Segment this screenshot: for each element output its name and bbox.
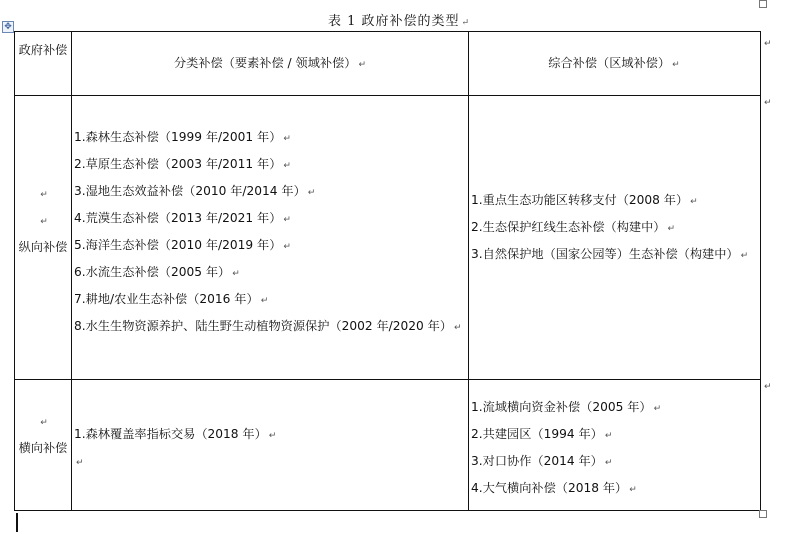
table-resize-handle[interactable] (759, 510, 767, 518)
paragraph-mark: ↵ (672, 60, 680, 70)
table-column-rule (71, 31, 72, 511)
list-item: 4.大气横向补偿（2018 年） ↵ (471, 481, 637, 495)
row-end-mark: ↵ (764, 98, 772, 108)
table-rule (14, 95, 761, 96)
header-cell-categorical[interactable] (72, 51, 468, 78)
paragraph-mark: ↵ (40, 190, 48, 200)
list-item: 2.共建园区（1994 年） ↵ (471, 427, 613, 441)
paragraph-mark: ↵ (40, 418, 48, 428)
row-label-horizontal[interactable] (16, 409, 70, 460)
table-column-rule (468, 31, 469, 511)
cell-horizontal-integrated[interactable] (471, 395, 757, 503)
corner-mark (759, 0, 767, 8)
list-item: 1.流域横向资金补偿（2005 年） ↵ (471, 400, 662, 414)
list-item: 7.耕地/农业生态补偿（2016 年） ↵ (74, 292, 269, 306)
row-label-vertical[interactable] (16, 181, 70, 259)
list-item: 8.水生生物资源养护、陆生野生动植物资源保护（2002 年/2020 年） ↵ (74, 319, 462, 333)
list-item: 3.湿地生态效益补偿（2010 年/2014 年） ↵ (74, 184, 316, 198)
caption-text: 表 1 政府补偿的类型 (327, 14, 460, 29)
cell-vertical-categorical[interactable] (74, 125, 464, 341)
list-item: 4.荒漠生态补偿（2013 年/2021 年） ↵ (74, 211, 291, 225)
list-item: 5.海洋生态补偿（2010 年/2019 年） ↵ (74, 238, 291, 252)
list-item: ↵ (76, 458, 84, 468)
header-cell-government-compensation[interactable] (16, 38, 70, 62)
table-border-top (14, 31, 761, 32)
list-item: 1.重点生态功能区转移支付（2008 年） ↵ (471, 193, 698, 207)
table-border-left (14, 31, 15, 511)
header-text: 综合补偿（区域补偿） (548, 56, 671, 70)
row-end-mark: ↵ (764, 382, 772, 392)
header-text: 政府补偿 (18, 43, 68, 57)
list-item: 2.生态保护红线生态补偿（构建中） ↵ (471, 220, 675, 234)
list-item: 3.自然保护地（国家公园等）生态补偿（构建中） ↵ (471, 247, 749, 261)
list-item: 1.森林覆盖率指标交易（2018 年） ↵ (74, 427, 277, 441)
row-label-text: 纵向补偿 (18, 240, 68, 254)
table-move-handle-icon[interactable]: ✥ (2, 21, 14, 33)
header-text: 分类补偿（要素补偿 / 领域补偿） (173, 56, 357, 70)
paragraph-mark: ↵ (358, 60, 367, 70)
text-cursor (16, 513, 18, 532)
cell-vertical-integrated[interactable] (471, 188, 757, 269)
header-cell-integrated[interactable] (469, 51, 759, 78)
list-item: 2.草原生态补偿（2003 年/2011 年） ↵ (74, 157, 291, 171)
list-item: 3.对口协作（2014 年） ↵ (471, 454, 613, 468)
cell-horizontal-categorical[interactable] (74, 422, 464, 476)
table-border-right (760, 31, 761, 511)
table-caption (0, 10, 798, 29)
paragraph-mark: ↵ (40, 217, 48, 227)
paragraph-mark: ↵ (461, 18, 471, 28)
row-end-mark: ↵ (764, 39, 772, 49)
row-label-text: 横向补偿 (18, 441, 68, 455)
table-rule (14, 379, 761, 380)
table-border-bottom (14, 510, 761, 511)
list-item: 1.森林生态补偿（1999 年/2001 年） ↵ (74, 130, 291, 144)
list-item: 6.水流生态补偿（2005 年） ↵ (74, 265, 240, 279)
